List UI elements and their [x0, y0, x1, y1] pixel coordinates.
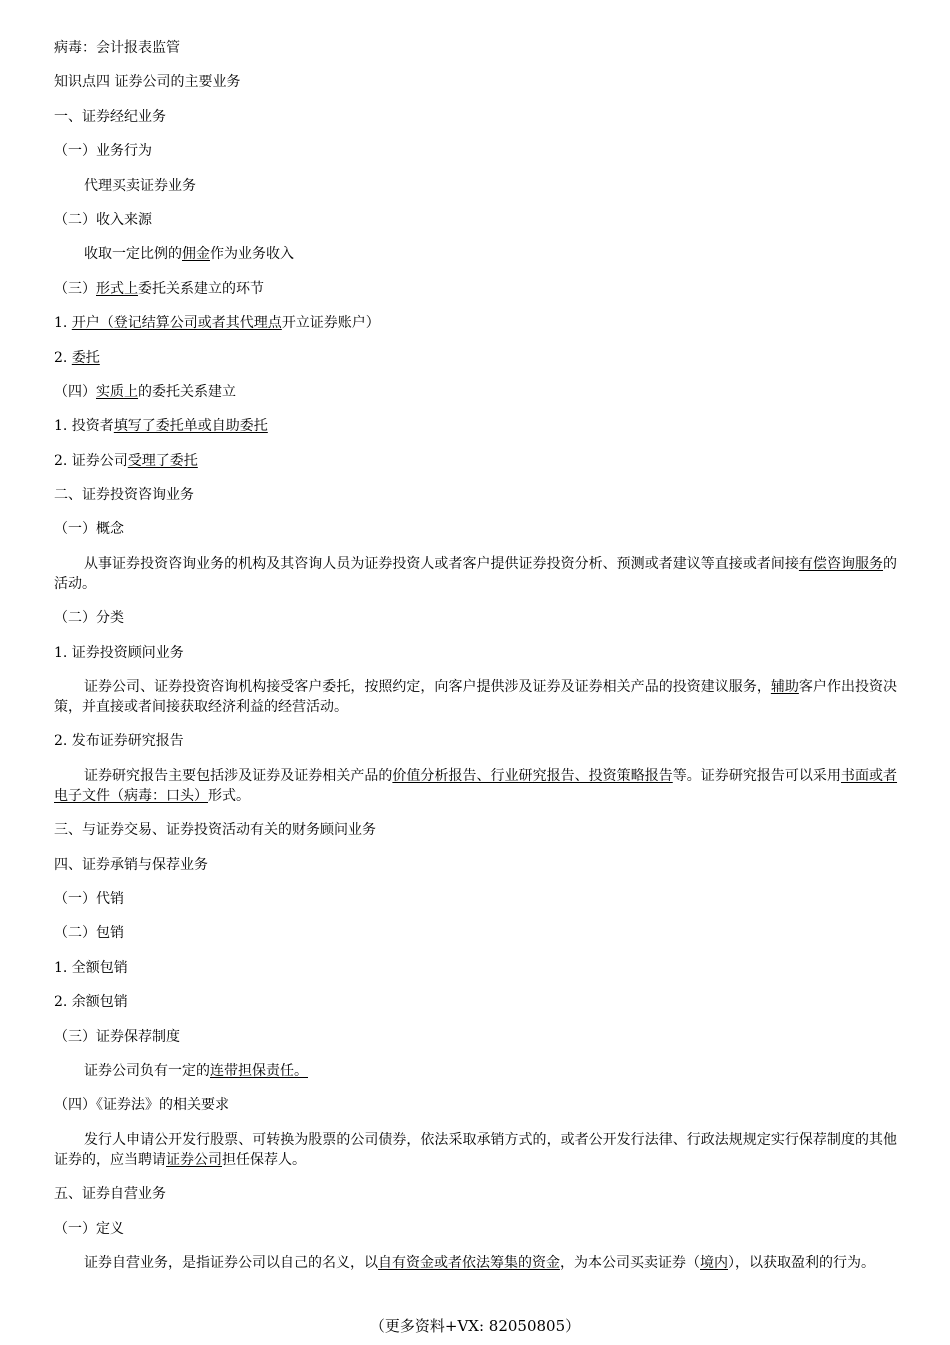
text-run: ，为本公司买卖证券（ [560, 1254, 700, 1271]
text-run: 四、证券承销与保荐业务 [54, 856, 208, 873]
underlined-text: 形式上 [96, 280, 138, 297]
paragraph [54, 1027, 897, 1047]
text-run: 1. 证券投资顾问业务 [54, 644, 184, 661]
text-run: 1. 投资者 [54, 418, 114, 435]
text-run: 证券公司负有一定的 [84, 1062, 210, 1079]
text-run: （一）概念 [54, 521, 124, 538]
text-run: 开立证券账户） [281, 315, 380, 332]
text-run: 2. 发布证券研究报告 [54, 733, 184, 750]
paragraph [54, 677, 897, 717]
text-run: （二）收入来源 [54, 211, 152, 228]
text-run: 三、与证券交易、证券投资活动有关的财务顾问业务 [54, 822, 376, 839]
paragraph [54, 107, 897, 127]
paragraph [54, 554, 897, 594]
paragraph [54, 992, 897, 1012]
text-run: 证券自营业务，是指证券公司以自己的名义，以 [84, 1254, 378, 1271]
text-run: 2. 余额包销 [54, 994, 128, 1011]
text-run: 证券公司、证券投资咨询机构接受客户委托，按照约定，向客户提供涉及证券及证券相关产品的投资建议服务， [84, 679, 771, 696]
underlined-text: 证券公司 [166, 1151, 222, 1168]
underlined-text: 辅助 [770, 679, 799, 696]
paragraph [54, 1253, 897, 1273]
paragraph [54, 1130, 897, 1170]
text-run: 代理买卖证券业务 [84, 177, 196, 194]
text-run: 1. 全额包销 [54, 959, 128, 976]
text-run: 1. [54, 315, 72, 332]
paragraph [54, 731, 897, 751]
paragraph [54, 1095, 897, 1115]
paragraph [54, 313, 897, 333]
text-run: 客户作出投资决策，并直接或者间接获取经济利益的经营活动。 [54, 679, 898, 716]
text-run: （一）定义 [54, 1220, 124, 1237]
text-run: 证券研究报告主要包括涉及证券及证券相关产品的 [84, 767, 393, 784]
paragraph [54, 1219, 897, 1239]
paragraph [54, 889, 897, 909]
paragraph [54, 451, 897, 471]
paragraph [54, 820, 897, 840]
text-run: 从事证券投资咨询业务的机构及其咨询人员为证券投资人或者客户提供证券投资分析、预测或者建议等直接或者间接 [84, 555, 799, 572]
paragraph [54, 923, 897, 943]
text-run: （四） [54, 383, 96, 400]
text-run: ），以获取盈利的行为。 [728, 1254, 875, 1271]
paragraph [54, 141, 897, 161]
paragraph [54, 348, 897, 368]
paragraph [54, 519, 897, 539]
text-run: 发行人申请公开发行股票、可转换为股票的公司债券，依法采取承销方式的，或者公开发行法律、行政法规规定实行保荐制度的其他证券的，应当聘请 [54, 1131, 897, 1168]
text-run: 二、证券投资咨询业务 [54, 487, 194, 504]
text-run: 的活动。 [54, 555, 898, 592]
paragraph [54, 1184, 897, 1204]
text-run: 病毒：会计报表监管 [54, 40, 180, 56]
text-run: （四）《证券法》的相关要求 [54, 1097, 229, 1114]
underlined-text: 委托 [71, 349, 100, 366]
text-run: （一）代销 [54, 890, 124, 907]
underlined-text: 书面或者电子文件（病毒：口头） [54, 767, 898, 804]
text-run: 的委托关系建立 [138, 383, 236, 400]
footer-note: （更多资料+VX: 82050805） [369, 1317, 581, 1335]
underlined-text: 佣金 [182, 246, 210, 263]
paragraph [54, 416, 897, 436]
paragraph [54, 608, 897, 628]
text-run: 知识点四 证券公司的主要业务 [54, 74, 241, 91]
text-run: （二）分类 [54, 610, 124, 627]
text-run: 作为业务收入 [210, 246, 294, 263]
underlined-text: 价值分析报告、行业研究报告、投资策略报告 [392, 767, 673, 784]
text-run: （一）业务行为 [54, 143, 152, 160]
underlined-text: 实质上 [96, 383, 138, 400]
underlined-text: 连带担保责任。 [210, 1062, 308, 1079]
underlined-text: 填写了委托单或自助委托 [113, 418, 268, 435]
underlined-text: 有偿咨询服务 [798, 555, 884, 572]
text-run: （三） [54, 280, 96, 297]
text-run: （三）证券保荐制度 [54, 1028, 180, 1045]
text-run: 收取一定比例的 [84, 246, 182, 263]
text-run: 2. [54, 349, 72, 366]
paragraph [54, 210, 897, 230]
document-body [54, 38, 897, 1273]
paragraph [54, 244, 897, 264]
paragraph [54, 72, 897, 92]
paragraph [54, 382, 897, 402]
paragraph [54, 643, 897, 663]
paragraph [54, 279, 897, 299]
underlined-text: 境内 [700, 1254, 728, 1271]
underlined-text: 自有资金或者依法筹集的资金 [378, 1254, 560, 1271]
text-run: （二）包销 [54, 925, 124, 942]
paragraph [54, 855, 897, 875]
paragraph [54, 176, 897, 196]
text-run: 委托关系建立的环节 [138, 280, 264, 297]
text-run: 五、证券自营业务 [54, 1186, 166, 1203]
paragraph [54, 958, 897, 978]
text-run: 一、证券经纪业务 [54, 108, 166, 125]
paragraph [54, 766, 897, 806]
underlined-text: 开户（登记结算公司或者其代理点 [71, 315, 282, 332]
text-run: 形式。 [208, 787, 250, 804]
underlined-text: 受理了委托 [127, 452, 198, 469]
paragraph [54, 1061, 897, 1081]
text-run: 2. 证券公司 [54, 452, 128, 469]
paragraph [54, 485, 897, 505]
text-run: 担任保荐人。 [222, 1151, 306, 1168]
text-run: 等。证券研究报告可以采用 [672, 767, 841, 784]
paragraph [54, 38, 897, 58]
